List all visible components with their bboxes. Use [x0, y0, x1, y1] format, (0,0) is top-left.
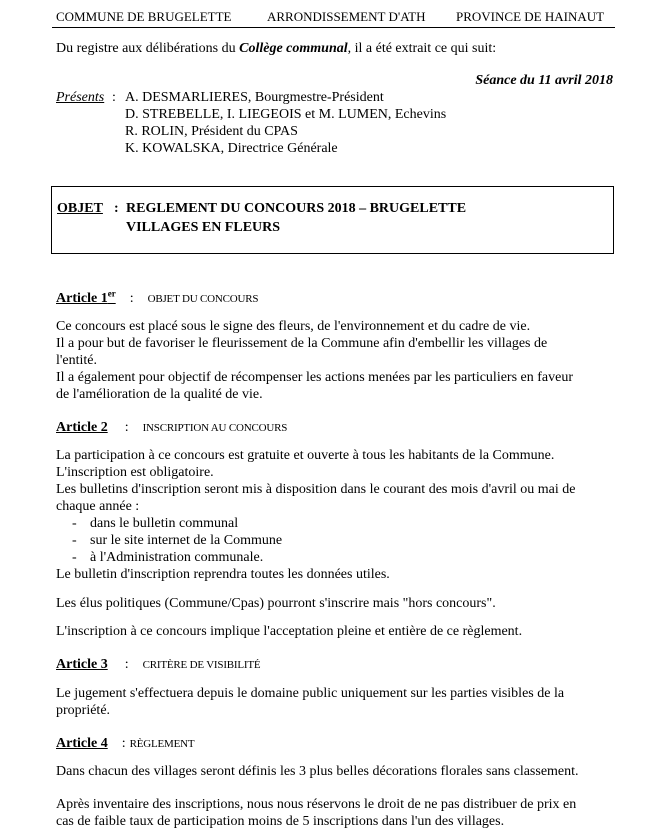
article-heading: OBJET DU CONCOURS: [147, 293, 259, 305]
article-heading: CRITÈRE DE VISIBILITÉ: [142, 659, 261, 671]
paragraph-line: Il a pour but de favoriser le fleurissement de la Commune afin d'embellir les villages de: [56, 336, 548, 351]
bullet-dash: -: [72, 533, 77, 548]
header-arrondissement: ARRONDISSEMENT D'ATH: [267, 9, 426, 24]
objet-text: [126, 200, 466, 238]
article-3-title: [56, 656, 260, 674]
bullet-dash: -: [72, 516, 77, 531]
objet-colon: :: [114, 201, 119, 216]
paragraph-line: chaque année :: [56, 499, 140, 514]
paragraph-line: cas de faible taux de participation moins de 5 inscriptions dans l'un des villages.: [56, 814, 505, 829]
paragraph-line: Les bulletins d'inscription seront mis à disposition dans le courant des mois d'avril ou mai de: [56, 482, 576, 497]
paragraph-line: Les élus politiques (Commune/Cpas) pourront s'inscrire mais "hors concours".: [56, 596, 496, 611]
article-sep: :: [124, 657, 129, 672]
document-header: [56, 8, 616, 26]
bullet-text: à l'Administration communale.: [90, 550, 264, 565]
bullet-dash: -: [72, 550, 77, 565]
present-member: D. STREBELLE, I. LIEGEOIS et M. LUMEN, Echevins: [125, 107, 447, 122]
bullet-item: [72, 515, 238, 532]
article-sep: :: [121, 736, 126, 751]
article-number: Article 4: [56, 736, 108, 751]
objet-label: OBJET: [57, 201, 103, 216]
paragraph-line: La participation à ce concours est gratuite et ouverte à tous les habitants de la Commune.: [56, 448, 555, 463]
paragraph-line: Le jugement s'effectuera depuis le domaine public uniquement sur les parties visibles de la: [56, 686, 565, 701]
article-1-title: [56, 290, 258, 308]
intro-after: , il a été extrait ce qui suit:: [347, 41, 497, 56]
header-commune: COMMUNE DE BRUGELETTE: [56, 9, 232, 24]
bullet-text: dans le bulletin communal: [90, 516, 239, 531]
objet-line: VILLAGES EN FLEURS: [126, 220, 281, 235]
seance-date: Séance du 11 avril 2018: [475, 73, 613, 88]
article-sep: :: [124, 420, 129, 435]
header-rule: [52, 27, 615, 28]
article-sep: :: [129, 291, 134, 306]
article-number: [56, 288, 116, 306]
article-1-body: [56, 318, 612, 403]
article-number: Article 2: [56, 420, 108, 435]
presents-colon: :: [112, 90, 116, 105]
present-member: K. KOWALSKA, Directrice Générale: [125, 141, 338, 156]
paragraph-line: l'entité.: [56, 353, 98, 368]
intro-before: Du registre aux délibérations du: [56, 41, 240, 56]
article-2-body: [56, 447, 612, 515]
objet-line: REGLEMENT DU CONCOURS 2018 – BRUGELETTE: [126, 201, 467, 216]
bullet-text: sur le site internet de la Commune: [90, 533, 283, 548]
paragraph-line: de l'amélioration de la qualité de vie.: [56, 387, 263, 402]
paragraph-line: Dans chacun des villages seront définis les 3 plus belles décorations florales sans classement.: [56, 764, 579, 779]
paragraph-line: Après inventaire des inscriptions, nous nous réservons le droit de ne pas distribuer de prix en: [56, 797, 577, 812]
article-number-sup: er: [107, 288, 116, 299]
paragraph-line: Il a également pour objectif de récompenser les actions menées par les particuliers en faveur: [56, 370, 573, 385]
article-heading: RÈGLEMENT: [129, 738, 195, 750]
bullet-item: [72, 549, 263, 566]
intro-line: [56, 40, 496, 57]
paragraph-line: propriété.: [56, 703, 111, 718]
paragraph-line: Le bulletin d'inscription reprendra toutes les données utiles.: [56, 567, 390, 582]
paragraph-line: Ce concours est placé sous le signe des fleurs, de l'environnement et du cadre de vie.: [56, 319, 531, 334]
bullet-item: [72, 532, 282, 549]
article-number: Article 3: [56, 657, 108, 672]
present-member: A. DESMARLIERES, Bourgmestre-Président: [125, 90, 384, 105]
objet-box: [51, 186, 614, 254]
article-4-body: [56, 796, 612, 830]
article-2-title: [56, 419, 287, 437]
article-4-title: [56, 735, 194, 753]
article-heading: INSCRIPTION AU CONCOURS: [142, 422, 288, 434]
paragraph-line: L'inscription à ce concours implique l'acceptation pleine et entière de ce règlement.: [56, 624, 523, 639]
present-member: R. ROLIN, Président du CPAS: [125, 124, 298, 139]
article-3-body: [56, 685, 612, 719]
intro-college: Collège communal: [239, 41, 348, 56]
presents-label: Présents: [56, 90, 105, 105]
presents-list: [125, 89, 446, 157]
paragraph-line: L'inscription est obligatoire.: [56, 465, 214, 480]
article-number-text: Article 1: [56, 291, 108, 306]
header-province: PROVINCE DE HAINAUT: [456, 9, 605, 24]
